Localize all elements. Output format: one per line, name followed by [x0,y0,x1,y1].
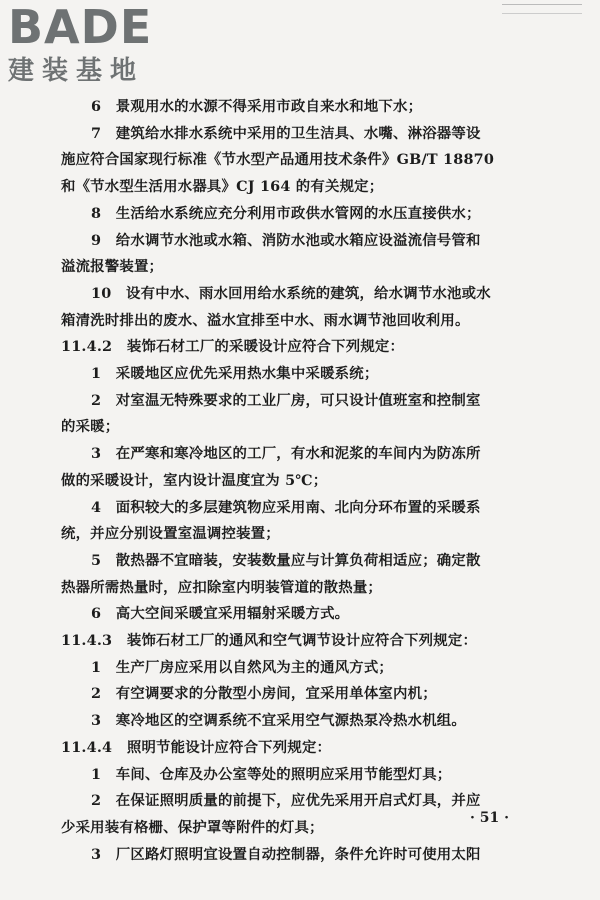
text-line: 做的采暖设计，室内设计温度宜为 5℃； [61,471,328,489]
document-body [61,94,523,868]
text-line: 9 给水调节水池或水箱、消防水池或水箱应设溢流信号管和 [91,231,481,249]
text-line: 1 采暖地区应优先采用热水集中采暖系统； [91,365,379,383]
page-number: · 51 · [470,810,509,826]
text-line: 3 厂区路灯照明宜设置自动控制器，条件允许时可使用太阳 [91,845,481,863]
text-line: 统，并应分别设置室温调控装置； [61,525,280,543]
text-line: 2 对室温无特殊要求的工业厂房，可只设计值班室和控制室 [91,391,481,409]
text-line: 3 在严寒和寒冷地区的工厂，有水和泥浆的车间内为防冻所 [91,445,481,463]
text-line: 箱清洗时排出的废水、溢水宜排至中水、雨水调节池回收利用。 [61,311,470,329]
text-line: 3 寒冷地区的空调系统不宜采用空气源热泵冷热水机组。 [91,712,466,730]
text-line: 少采用装有格栅、保护罩等附件的灯具； [61,818,324,836]
section-heading: 11.4.4 照明节能设计应符合下列规定： [61,738,332,756]
section-heading: 11.4.3 装饰石材工厂的通风和空气调节设计应符合下列规定： [61,632,478,650]
section-heading: 11.4.2 装饰石材工厂的采暖设计应符合下列规定： [61,338,405,356]
text-line: 和《节水型生活用水器具》CJ 164 的有关规定； [61,178,384,196]
logo-subtitle: 建装基地 [8,56,145,86]
brand-logo [8,2,152,86]
text-line: 施应符合国家现行标准《节水型产品通用技术条件》GB/T 18870 [61,151,495,169]
text-line: 10 设有中水、雨水回用给水系统的建筑，给水调节水池或水 [91,284,491,302]
text-line: 8 生活给水系统应充分利用市政供水管网的水压直接供水； [91,204,481,222]
logo-word: BADE [8,0,153,54]
text-line: 5 散热器不宜暗装，安装数量应与计算负荷相适应；确定散 [91,551,481,569]
text-line: 2 在保证照明质量的前提下，应优先采用开启式灯具，并应 [91,792,481,810]
text-line: 2 有空调要求的分散型小房间，宜采用单体室内机； [91,685,437,703]
text-line: 溢流报警装置； [61,258,164,276]
text-line: 的采暖； [61,418,120,436]
text-line: 1 车间、仓库及办公室等处的照明应采用节能型灯具； [91,765,452,783]
text-line: 1 生产厂房应采用以自然风为主的通风方式； [91,658,394,676]
text-line: 7 建筑给水排水系统中采用的卫生洁具、水嘴、淋浴器等设 [91,124,481,142]
header-rule [502,4,582,14]
text-line: 6 景观用水的水源不得采用市政自来水和地下水； [91,98,423,115]
text-line: 热器所需热量时，应扣除室内明装管道的散热量； [61,578,382,596]
text-line: 4 面积较大的多层建筑物应采用南、北向分环布置的采暖系 [91,498,481,516]
text-line: 6 高大空间采暖宜采用辐射采暖方式。 [91,605,350,623]
